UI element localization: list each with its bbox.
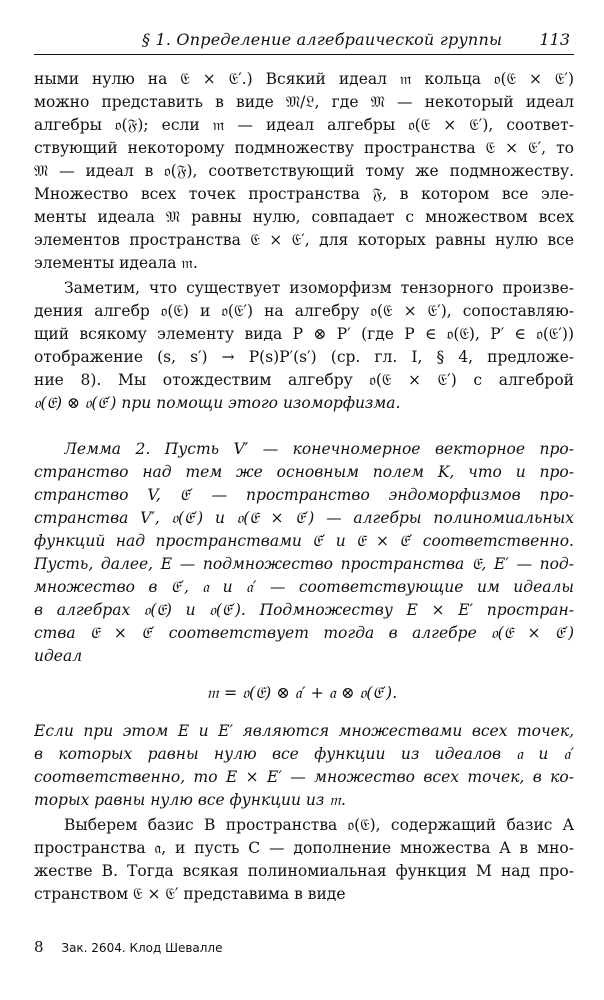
- text-line: 𝔐 — идеал в 𝔬(𝔉), соответствующий тому же подмножеству.: [34, 162, 574, 180]
- header-title: § 1. Определение алгебраической группы: [142, 30, 503, 49]
- lemma-line: в алгебрах 𝔬(𝔈) и 𝔬(𝔈′). Подмножеству E × E′ простран-: [34, 601, 574, 619]
- text-line: пространства 𝔞, и пусть C — дополнение множества A в мно-: [34, 839, 574, 857]
- footer-text: Зак. 2604. Клод Шевалле: [61, 941, 223, 955]
- lemma-line: торых равны нулю все функции из 𝔪.: [34, 791, 346, 809]
- text-line: Заметим, что существует изоморфизм тензорного произве-: [64, 279, 574, 297]
- text-line: элементов пространства 𝔈 × 𝔈′, для которых равны нулю все: [34, 231, 574, 249]
- lemma-line: странство над тем же основным полем K, что и про-: [34, 463, 574, 481]
- ideal-formula: 𝔪 = 𝔬(𝔈) ⊗ 𝔞′ + 𝔞 ⊗ 𝔬(𝔈′).: [206, 683, 398, 702]
- lemma-line: странство V, 𝔈′ — пространство эндоморфизмов про-: [34, 486, 574, 504]
- lemma-line: множество в 𝔈′, 𝔞 и 𝔞′ — соответствующие им идеалы: [34, 578, 574, 596]
- text-line: ными нулю на 𝔈 × 𝔈′.) Всякий идеал 𝔪 кольца 𝔬(𝔈 × 𝔈′): [34, 70, 574, 88]
- text-line: алгебры 𝔬(𝔉); если 𝔪 — идеал алгебры 𝔬(𝔈 × 𝔈′), соответ-: [34, 116, 574, 134]
- lemma-line: ства 𝔈 × 𝔈′ соответствует тогда в алгебре 𝔬(𝔈 × 𝔈′): [34, 624, 574, 642]
- text-line: менты идеала 𝔐 равны нулю, совпадает с множеством всех: [34, 208, 574, 226]
- lemma-line: в которых равны нулю все функции из идеалов 𝔞 и 𝔞′: [34, 745, 574, 763]
- text-line: щий всякому элементу вида P ⊗ P′ (где P ∈ 𝔬(𝔈), P′ ∈ 𝔬(𝔈′)): [34, 325, 574, 343]
- text-line: можно представить в виде 𝔐/𝔏, где 𝔐 — некоторый идеал: [34, 93, 574, 111]
- text-line: странством 𝔈 × 𝔈′ представима в виде: [34, 885, 346, 903]
- lemma-line: Пусть, далее, E — подмножество пространства 𝔈, E′ — под-: [34, 555, 574, 573]
- text-line: ние 8). Мы отождествим алгебру 𝔬(𝔈 × 𝔈′) с алгеброй: [34, 371, 574, 389]
- text-line: Множество всех точек пространства 𝔉, в котором все эле-: [34, 185, 574, 203]
- page-number: 113: [539, 30, 570, 49]
- text-line: жестве B. Тогда всякая полиномиальная функция M над про-: [34, 862, 574, 880]
- lemma-line: странства V′, 𝔬(𝔈′) и 𝔬(𝔈 × 𝔈′) — алгебры полиномиальных: [34, 509, 574, 527]
- lemma-line: функций над пространствами 𝔈′ и 𝔈 × 𝔈′ соответственно.: [34, 532, 574, 550]
- signature-number: 8: [34, 938, 44, 956]
- running-header: [34, 28, 574, 55]
- lemma-line: Если при этом E и E′ являются множествами всех точек,: [34, 722, 574, 740]
- lemma-line: соответственно, то E × E′ — множество всех точек, в ко-: [34, 768, 574, 786]
- text-line: дения алгебр 𝔬(𝔈) и 𝔬(𝔈′) на алгебру 𝔬(𝔈 × 𝔈′), сопоставляю-: [34, 302, 574, 320]
- printer-footer: [34, 938, 222, 956]
- text-line: элементы идеала 𝔪.: [34, 254, 198, 272]
- lemma-line: Лемма 2. Пусть V′ — конечномерное векторное про-: [64, 440, 574, 458]
- text-line: отображение (s, s′) → P(s)P′(s′) (ср. гл. I, § 4, предложе-: [34, 348, 574, 366]
- lemma-line: идеал: [34, 647, 83, 665]
- text-line: ствующий некоторому подмножеству пространства 𝔈 × 𝔈′, то: [34, 139, 574, 157]
- text-line: Выберем базис B пространства 𝔬(𝔈), содержащий базис A: [64, 816, 574, 834]
- text-line: 𝔬(𝔈) ⊗ 𝔬(𝔈′) при помощи этого изоморфизма.: [34, 394, 401, 412]
